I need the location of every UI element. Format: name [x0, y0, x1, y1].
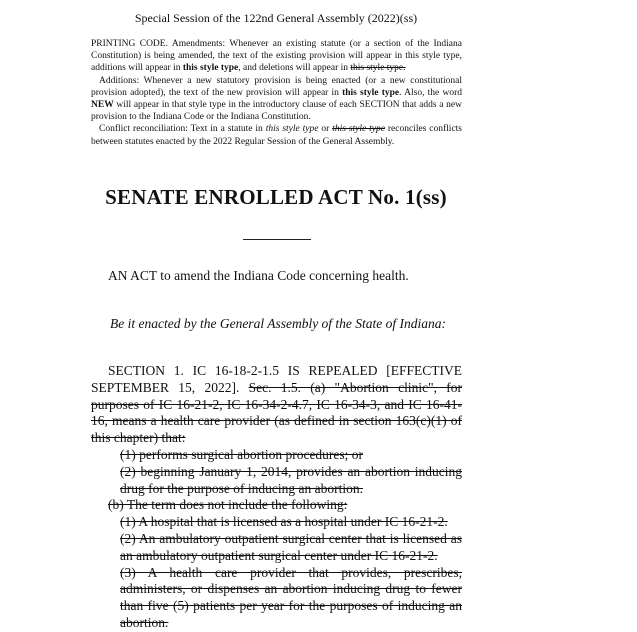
additions-text: Additions: Whenever a new statutory provision is being enacted (or a new constitutional provision adopted), the text of the new provision will appear in: [91, 75, 462, 98]
new-provision-style-sample: this style type: [342, 87, 400, 98]
title-divider: [243, 239, 311, 240]
section-1: [91, 363, 462, 632]
subsection-b-item-3: (3) A health care provider that provides, prescribes, administers, or dispenses an abortion inducing drug to fewer than five (5) patients per year for the purposes of inducing an abortion.: [120, 564, 462, 630]
amendments-text-2: , and deletions will appear in: [238, 63, 351, 74]
section-1-heading: SECTION 1. IC 16-18-2-1.5 IS REPEALED [EFFECTIVE SEPTEMBER 15, 2022].: [91, 363, 462, 395]
new-word: NEW: [91, 100, 114, 111]
conflict-text: Conflict reconciliation: Text in a statute in: [99, 124, 266, 135]
subsection-a-item-1: (1) performs surgical abortion procedures; or: [120, 446, 364, 462]
subsection-b-item-1: (1) A hospital that is licensed as a hospital under IC 16-21-2.: [120, 514, 448, 530]
subsection-b: (b) The term does not include the following:: [108, 497, 348, 513]
conflict-struck-sample: this style type: [332, 124, 385, 135]
section-1-intro: [91, 363, 462, 447]
section-1-repealed-text: Sec. 1.5. (a) "Abortion clinic", for purposes of IC 16-21-2, IC 16-34-2-4.7, IC 16-34-3, and IC 16-41-16, means a health care provider (as defined in section 163(c)(1) of this chapter) that:: [91, 379, 462, 446]
additions-text-2: . Also, the word: [399, 87, 462, 98]
printing-code-additions: [91, 75, 462, 124]
printing-code-conflict: [91, 123, 462, 147]
additions-style-sample: this style type: [182, 63, 239, 74]
enacting-clause: Be it enacted by the General Assembly of the State of Indiana:: [110, 316, 447, 331]
subsection-b-item-2: (2) An ambulatory outpatient surgical center that is licensed as an ambulatory outpatient surgical center under IC 16-21-2.: [120, 530, 462, 563]
session-header: Special Session of the 122nd General Assembly (2022)(ss): [134, 11, 418, 25]
printing-code-notice: [91, 38, 462, 148]
printing-code-amendments: [91, 38, 462, 75]
additions-text-3: will appear in that style type in the introductory clause of each SECTION that adds a new provision to the Indiana Code or the Indiana Constitution.: [91, 100, 462, 123]
conflict-text-3: reconciles conflicts between statutes enacted by the 2022 Regular Session of the General Assembly.: [91, 124, 462, 147]
conflict-italic-sample: this style type: [265, 124, 319, 135]
deletions-style-sample: this style type.: [350, 63, 406, 74]
amendments-text: PRINTING CODE. Amendments: Whenever an existing statute (or a section of the Indiana Constitution) is being amended, the text of the existing provision will appear in this style type, additions will appear in: [91, 39, 462, 74]
act-title: SENATE ENROLLED ACT No. 1(ss): [105, 185, 447, 209]
subsection-a-item-2: (2) beginning January 1, 2014, provides an abortion inducing drug for the purpose of inducing an abortion.: [120, 463, 462, 496]
act-description: AN ACT to amend the Indiana Code concerning health.: [108, 268, 409, 283]
conflict-text-2: or: [318, 124, 333, 135]
